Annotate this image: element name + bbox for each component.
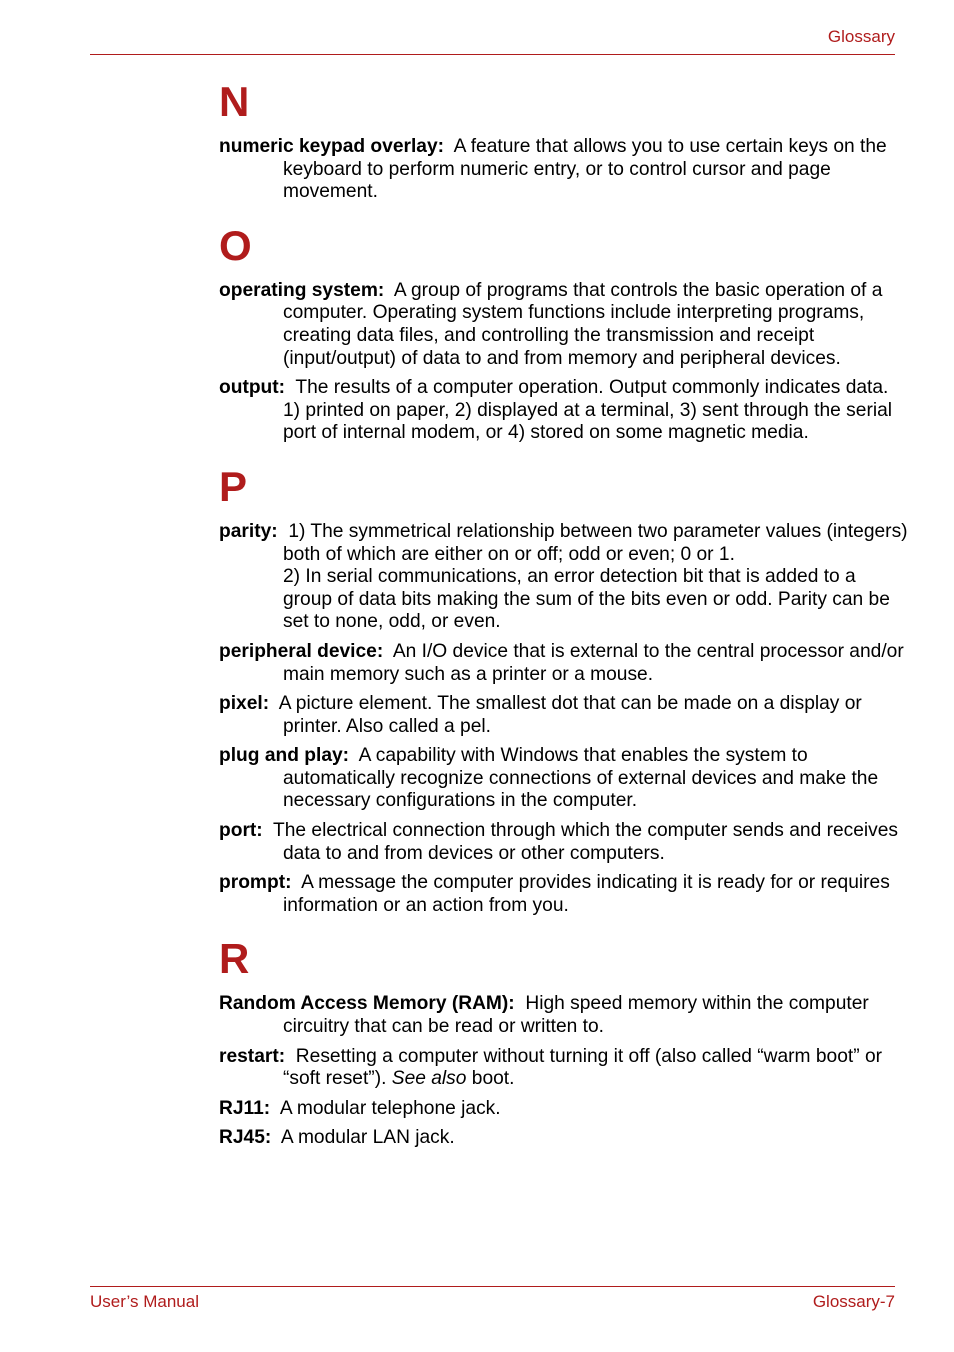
page-number: Glossary-7 <box>812 1292 895 1311</box>
entry-definition: High speed memory within the computer circuitry that can be read or written to. <box>283 993 869 1038</box>
section-n <box>219 78 909 204</box>
entry-definition: An I/O device that is external to the central processor and/or main memory such as a printer or a mouse. <box>283 640 904 685</box>
glossary-entry <box>219 745 909 813</box>
see-also-label: See also <box>391 1068 467 1090</box>
entry-definition-continued: 1) printed on paper, 2) displayed at a terminal, 3) sent through the serial port of internal modem, or 4) stored on some magnetic media. <box>283 399 893 444</box>
entry-term: pixel: <box>219 693 270 715</box>
entry-term: prompt: <box>219 872 292 894</box>
glossary-entry <box>219 641 909 686</box>
entry-term: restart: <box>219 1045 286 1067</box>
glossary-entry <box>219 693 909 738</box>
glossary-content <box>219 78 909 1168</box>
entry-term: port: <box>219 820 263 842</box>
footer-rule <box>90 1286 895 1287</box>
see-also-target: boot. <box>471 1068 515 1090</box>
section-o <box>219 222 909 445</box>
glossary-entry <box>219 136 909 204</box>
entry-definition: The electrical connection through which the computer sends and receives data to and from devices or other computers. <box>273 820 899 864</box>
entry-definition: The results of a computer operation. Output commonly indicates data. <box>295 377 889 399</box>
entry-term: parity: <box>219 520 278 542</box>
section-letter: P <box>219 462 248 510</box>
glossary-entry <box>219 521 909 634</box>
section-p <box>219 463 909 918</box>
entry-term: RJ11: <box>219 1097 271 1119</box>
section-r <box>219 935 909 1150</box>
entry-term: RJ45: <box>219 1127 272 1149</box>
entry-term: Random Access Memory (RAM): <box>219 993 515 1015</box>
entry-term: peripheral device: <box>219 640 384 662</box>
running-header: Glossary <box>827 27 895 46</box>
entry-definition: A group of programs that controls the basic operation of a computer. Operating system functions include interpreting programs, creating data files, and controlling the transmission and receipt (input/output) of data to and from memory and peripheral devices. <box>283 279 883 369</box>
entry-definition: Resetting a computer without turning it off (also called “warm boot” or “soft reset”). <box>283 1045 882 1090</box>
entry-term: numeric keypad overlay: <box>219 136 445 157</box>
entry-definition: A feature that allows you to use certain keys on the keyboard to perform numeric entry, or to control cursor and page movement. <box>283 136 887 203</box>
glossary-entry <box>219 377 909 445</box>
section-letter: O <box>219 221 252 269</box>
footer-manual-title: User’s Manual <box>90 1292 199 1311</box>
entry-definition: A message the computer provides indicating it is ready for or requires information or an action from you. <box>283 872 890 916</box>
entry-definition: A modular telephone jack. <box>279 1097 501 1119</box>
entry-definition-continued: 2) In serial communications, an error detection bit that is added to a group of data bits making the sum of the bits even or odd. Parity can be set to none, odd, or even. <box>283 566 890 633</box>
glossary-entry <box>219 820 909 865</box>
glossary-entry <box>219 1127 909 1150</box>
glossary-entry <box>219 1098 909 1121</box>
glossary-entry <box>219 872 909 917</box>
entry-definition: 1) The symmetrical relationship between two parameter values (integers) both of which are either on or off; odd or even; 0 or 1. <box>283 520 908 565</box>
glossary-entry <box>219 1046 909 1091</box>
entry-term: plug and play: <box>219 745 350 767</box>
glossary-entry <box>219 993 909 1038</box>
entry-term: output: <box>219 377 286 399</box>
entry-term: operating system: <box>219 279 385 301</box>
entry-definition: A picture element. The smallest dot that can be made on a display or printer. Also called a pel. <box>278 693 862 737</box>
entry-definition: A capability with Windows that enables the system to automatically recognize connections of external devices and make the necessary configurations in the computer. <box>283 745 879 812</box>
section-letter: R <box>219 935 250 983</box>
header-rule <box>90 54 895 55</box>
entry-definition: A modular LAN jack. <box>280 1127 455 1149</box>
glossary-entry <box>219 280 909 370</box>
section-letter: N <box>219 78 250 125</box>
